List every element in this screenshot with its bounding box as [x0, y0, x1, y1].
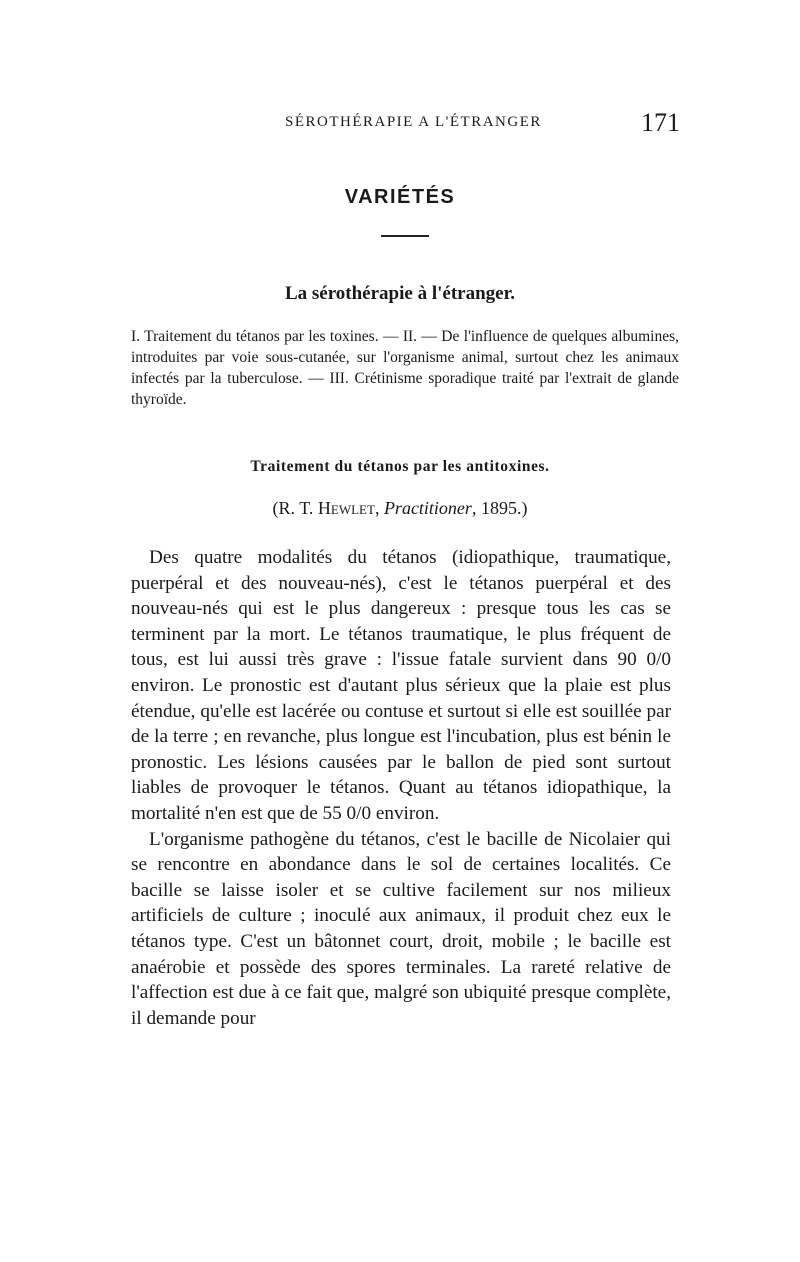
article-summary — [131, 326, 679, 410]
citation: (R. T. Hewlet, Practitioner, 1895.) — [272, 498, 528, 518]
citation-open: (R. T. — [272, 498, 314, 518]
section-title: VARIÉTÉS — [344, 186, 456, 208]
paragraph: Des quatre modalités du tétanos (idiopathique, traumatique, puerpéral et des nouveau-nés), c'est le tétanos puerpéral et des nouveau-nés qui est le plus dangereux : presque tous les cas se terminent par la mort. Le tétanos traumatique, le plus fréquent de tous, est lui aussi très grave : l'issue fatale survient dans 90 0/0 environ. Le pronostic est d'autant plus sérieux que la plaie est plus étendue, qu'elle est lacérée ou contuse et surtout si elle est souillée par de la terre ; en revanche, plus longue est l'incubation, plus est bénin le pronostic. Les lésions causées par le ballon de pied sont surtout liables de provoquer le tétanos. Quant au tétanos idiopathique, la mortalité n'en est que de 55 0/0 environ. — [131, 547, 671, 824]
citation-journal: Practitioner — [383, 498, 472, 518]
page-number: 171 — [641, 108, 680, 137]
body-text — [131, 545, 671, 1031]
title-rule — [381, 235, 429, 237]
running-title: SÉROTHÉRAPIE A L'ÉTRANGER — [285, 114, 542, 130]
subsection-title: Traitement du tétanos par les antitoxines. — [250, 458, 550, 475]
article-title: La sérothérapie à l'étranger. — [284, 283, 516, 304]
citation-year: 1895.) — [480, 498, 528, 518]
citation-author: Hewlet — [317, 498, 375, 518]
paragraph: L'organisme pathogène du tétanos, c'est le bacille de Nicolaier qui se rencontre en abondance dans le sol de certaines localités. Ce bacille se laisse isoler et se cultive facilement sur nos milieux artificiels de culture ; inoculé aux animaux, il produit chez eux le tétanos type. C'est un bâtonnet court, droit, mobile ; le bacille est anaérobie et possède des spores terminales. La rareté relative de l'affection est due à ce fait que, malgré son ubiquité presque complète, il demande pour — [131, 828, 671, 1029]
running-head — [120, 108, 680, 138]
summary-text: I. Traitement du tétanos par les toxines. — II. — De l'influence de quelques albumines, introduites par voie sous-cutanée, sur l'organisme animal, surtout chez les animaux infectés par la tuberculose. — III. Crétinisme sporadique traité par l'extrait de glande thyroïde. — [131, 328, 679, 408]
